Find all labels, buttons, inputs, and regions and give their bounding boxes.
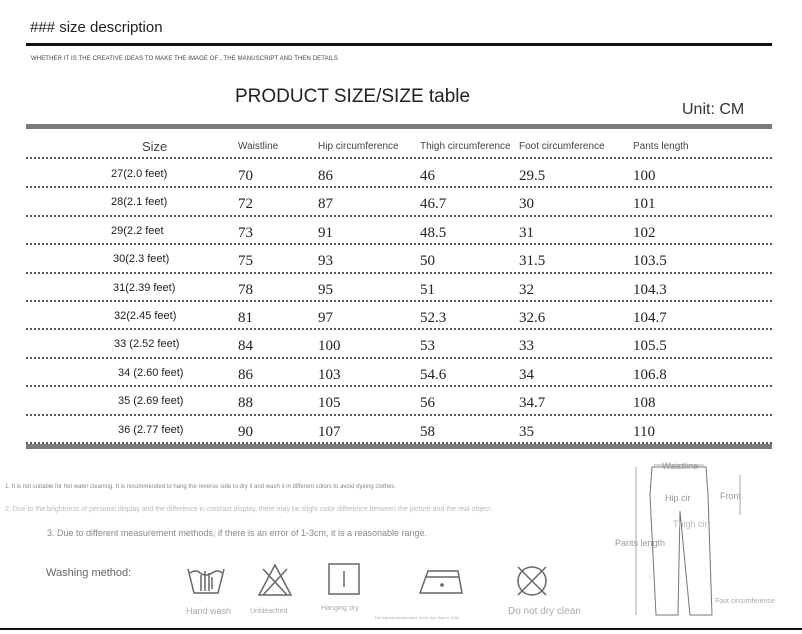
table-title: PRODUCT SIZE/SIZE table xyxy=(235,86,471,107)
table-cell: 93 xyxy=(318,253,333,270)
table-top-rule xyxy=(26,124,772,129)
table-cell: 27(2.0 feet) xyxy=(111,168,168,180)
table-header-row xyxy=(26,131,772,159)
diagram-foot: Foot circumference xyxy=(715,598,775,605)
table-cell: 110 xyxy=(633,423,655,440)
table-cell: 33 (2.52 feet) xyxy=(114,338,180,351)
table-cell: 48.5 xyxy=(420,224,447,241)
table-cell: 32.6 xyxy=(519,310,546,326)
table-cell: 29.5 xyxy=(519,168,546,184)
table-cell: 91 xyxy=(318,224,333,241)
table-cell: 72 xyxy=(238,196,253,213)
table-row xyxy=(26,302,772,330)
table-cell: 53 xyxy=(420,338,435,355)
table-cell: 107 xyxy=(318,423,341,440)
bottom-rule xyxy=(0,628,802,630)
column-header: Hip circumference xyxy=(318,141,399,152)
do-not-bleach-icon xyxy=(257,563,293,599)
table-row xyxy=(26,245,772,273)
table-cell: 34 xyxy=(519,366,534,383)
iron-low-icon xyxy=(418,563,464,597)
column-header: Size xyxy=(142,139,168,154)
care-label-hanging-dry: Hanging dry xyxy=(321,605,359,612)
table-cell: 52.3 xyxy=(420,310,447,326)
table-cell: 108 xyxy=(633,395,656,412)
table-cell: 32(2.45 feet) xyxy=(114,310,177,322)
table-cell: 95 xyxy=(318,281,333,298)
table-row xyxy=(26,387,772,415)
table-cell: 100 xyxy=(318,338,341,355)
table-cell: 35 (2.69 feet) xyxy=(118,395,184,408)
table-cell: 31.5 xyxy=(519,253,546,270)
table-cell: 103 xyxy=(318,366,341,383)
column-header: Foot circumference xyxy=(519,141,605,152)
table-cell: 54.6 xyxy=(420,366,447,383)
note-3: 3. Due to different measurement methods, if there is an error of 1-3cm, it is a reasonable range. xyxy=(47,528,428,538)
table-cell: 34 (2.60 feet) xyxy=(118,366,184,379)
table-cell: 34.7 xyxy=(519,395,546,412)
column-header: Waistline xyxy=(238,141,279,152)
table-row xyxy=(26,416,772,444)
subtitle: WHETHER IT IS THE CREATIVE IDEAS TO MAKE THE IMAGE OF , THE MANUSCRIPT AND THEN DETAILS xyxy=(31,56,338,62)
table-cell: 81 xyxy=(238,310,253,326)
care-label-iron: The highest temperature of the iron floor is 110# xyxy=(374,615,460,620)
washing-method-label: Washing method: xyxy=(46,567,132,579)
table-cell: 103.5 xyxy=(633,253,667,270)
table-row xyxy=(26,359,772,387)
diagram-waistline: Waistline xyxy=(662,461,699,471)
table-cell: 88 xyxy=(238,395,253,412)
diagram-pants-length: Pants length xyxy=(615,538,666,548)
table-cell: 70 xyxy=(238,168,253,184)
hanging-dry-icon xyxy=(328,563,360,597)
table-bottom-rule xyxy=(26,444,772,449)
table-cell: 86 xyxy=(318,168,333,184)
table-row xyxy=(26,330,772,358)
column-header: Thigh circumference xyxy=(420,141,511,152)
hand-wash-icon xyxy=(186,563,226,599)
care-label-no-dry-clean: Do not dry clean xyxy=(508,606,581,617)
table-cell: 105 xyxy=(318,395,341,412)
table-cell: 86 xyxy=(238,366,253,383)
table-cell: 56 xyxy=(420,395,435,412)
table-cell: 51 xyxy=(420,281,435,298)
table-cell: 30 xyxy=(519,196,534,213)
table-row xyxy=(26,188,772,216)
table-cell: 46.7 xyxy=(420,196,447,213)
table-row xyxy=(26,217,772,245)
table-cell: 33 xyxy=(519,338,534,355)
table-cell: 105.5 xyxy=(633,338,667,355)
note-1: 1. It is not suitable for hot water cleaning. It is recommended to hang the reverse side to dry it and wash it in different colors to avoid dyeing clothes. xyxy=(5,484,397,490)
table-cell: 101 xyxy=(633,196,656,213)
care-label-unbleached: Unbleached xyxy=(250,608,288,615)
table-cell: 90 xyxy=(238,423,253,440)
diagram-front: Front xyxy=(720,491,742,501)
table-cell: 50 xyxy=(420,253,435,270)
table-row xyxy=(26,274,772,302)
table-cell: 104.3 xyxy=(633,281,667,298)
table-cell: 75 xyxy=(238,253,253,270)
diagram-hip: Hip cir xyxy=(665,493,691,503)
pants-diagram xyxy=(600,455,802,625)
do-not-dry-clean-icon xyxy=(514,563,550,599)
table-cell: 104.7 xyxy=(633,310,667,326)
section-header: ### size description xyxy=(30,19,163,36)
table-cell: 46 xyxy=(420,168,435,184)
table-cell: 28(2.1 feet) xyxy=(111,196,168,209)
table-cell: 36 (2.77 feet) xyxy=(118,423,184,436)
table-cell: 78 xyxy=(238,281,253,298)
unit-label: Unit: CM xyxy=(682,101,745,118)
table-cell: 35 xyxy=(519,423,534,440)
table-row xyxy=(26,160,772,188)
table-cell: 102 xyxy=(633,224,656,241)
table-cell: 87 xyxy=(318,196,333,213)
table-cell: 106.8 xyxy=(633,366,667,383)
table-cell: 31(2.39 feet) xyxy=(113,281,176,294)
column-header: Pants length xyxy=(633,141,689,152)
divider xyxy=(26,43,772,46)
table-cell: 97 xyxy=(318,310,333,326)
table-cell: 32 xyxy=(519,281,534,298)
table-cell: 30(2.3 feet) xyxy=(113,253,170,266)
care-label-hand-wash: Hand wash xyxy=(186,606,232,616)
table-cell: 73 xyxy=(238,224,253,241)
diagram-thigh: Thigh cir xyxy=(673,519,708,529)
table-cell: 29(2.2 feet xyxy=(111,224,164,237)
table-cell: 84 xyxy=(238,338,253,355)
note-2: 2. Due to the brightness of personal display and the difference in contrast display, there may be slight color difference between the picture and the real object. xyxy=(5,506,493,513)
table-cell: 31 xyxy=(519,224,534,241)
table-cell: 100 xyxy=(633,168,656,184)
table-cell: 58 xyxy=(420,423,435,440)
